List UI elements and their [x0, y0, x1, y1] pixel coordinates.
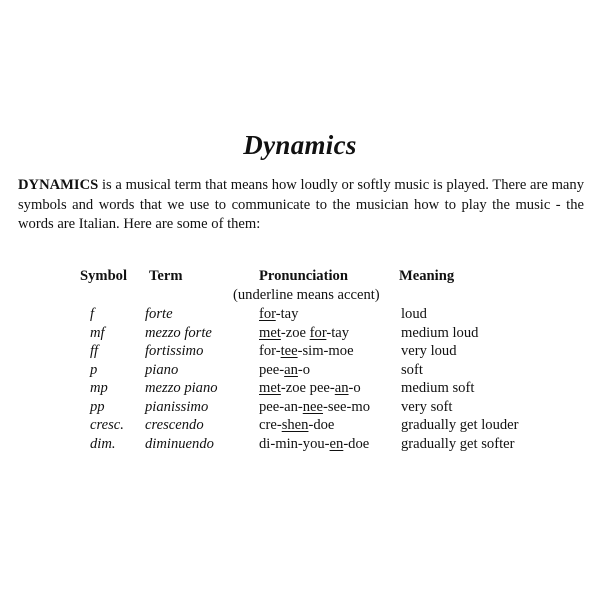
meaning-cell: loud	[401, 306, 427, 322]
symbol-cell: pp	[90, 398, 105, 415]
term-cell: crescendo	[145, 417, 204, 433]
intro-lead-word: DYNAMICS	[18, 177, 99, 193]
syllable: -tay	[275, 306, 299, 322]
meaning-cell: medium loud	[401, 324, 479, 341]
pronunciation-cell	[259, 343, 354, 360]
table-row	[0, 380, 600, 399]
page-title: Dynamics	[243, 130, 357, 160]
pronunciation-note: (underline means accent)	[233, 287, 380, 303]
header-meaning: Meaning	[399, 268, 455, 284]
accented-syllable: nee	[302, 398, 324, 415]
accented-syllable: tee	[280, 343, 298, 359]
pronunciation-cell	[259, 436, 369, 453]
header-pronunciation: Pronunciation	[259, 268, 348, 284]
syllable: -see-mo	[323, 398, 371, 415]
syllable: -o	[297, 361, 311, 378]
accented-syllable: for	[309, 324, 327, 341]
pronunciation-cell	[259, 306, 298, 323]
accented-syllable: an	[334, 380, 349, 396]
table-row	[0, 436, 600, 455]
table-row	[0, 417, 600, 436]
meaning-cell: gradually get softer	[401, 435, 515, 452]
meaning-cell: very soft	[401, 398, 453, 415]
syllable: pee-an-	[259, 398, 303, 415]
term-cell: mezzo piano	[145, 380, 218, 396]
syllable: di-min-you-	[259, 435, 330, 452]
syllable: -o	[348, 380, 361, 396]
symbol-cell: mp	[90, 380, 108, 396]
table-row	[0, 343, 600, 362]
table-row	[0, 306, 600, 325]
syllable: for-	[259, 343, 281, 359]
symbol-cell: ff	[90, 343, 99, 359]
table-row	[0, 399, 600, 418]
intro-paragraph	[18, 176, 584, 235]
syllable: -doe	[343, 435, 370, 452]
table-row	[0, 362, 600, 381]
symbol-cell: mf	[90, 324, 105, 341]
accented-syllable: an	[284, 361, 298, 378]
term-cell: piano	[145, 361, 179, 378]
term-cell: forte	[145, 306, 173, 322]
symbol-cell: dim.	[90, 435, 116, 452]
meaning-cell: very loud	[401, 343, 457, 359]
syllable: -zoe	[280, 324, 310, 341]
pronunciation-cell	[259, 417, 334, 434]
symbol-cell: f	[90, 306, 95, 322]
pronunciation-cell	[259, 325, 349, 342]
meaning-cell: soft	[401, 361, 423, 378]
meaning-cell: gradually get louder	[401, 417, 519, 433]
accented-syllable: met	[259, 324, 281, 341]
header-symbol: Symbol	[80, 268, 128, 284]
accented-syllable: en	[329, 435, 344, 452]
header-term: Term	[149, 268, 183, 284]
term-cell: pianissimo	[145, 398, 209, 415]
term-cell: fortissimo	[145, 343, 204, 359]
intro-text: is a musical term that means how loudly or softly music is played. There are many symbols and words that we use to communicate to the musician how to play the music - the words are Italian. Here are some of them:	[18, 177, 584, 232]
symbol-cell: cresc.	[90, 417, 124, 433]
pronunciation-cell	[259, 362, 310, 379]
syllable: -doe	[308, 417, 335, 433]
table-row	[0, 325, 600, 344]
accented-syllable: for	[259, 306, 276, 322]
pronunciation-cell	[259, 380, 361, 397]
accented-syllable: shen	[281, 417, 309, 433]
meaning-cell: medium soft	[401, 380, 475, 396]
accented-syllable: met	[259, 380, 281, 396]
pronunciation-cell	[259, 399, 370, 416]
term-cell: mezzo forte	[145, 324, 212, 341]
symbol-cell: p	[90, 361, 98, 378]
syllable: cre-	[259, 417, 282, 433]
syllable: pee-	[259, 361, 285, 378]
syllable: -zoe pee-	[280, 380, 335, 396]
syllable: -sim-moe	[297, 343, 354, 359]
term-cell: diminuendo	[145, 435, 214, 452]
syllable: -tay	[326, 324, 350, 341]
